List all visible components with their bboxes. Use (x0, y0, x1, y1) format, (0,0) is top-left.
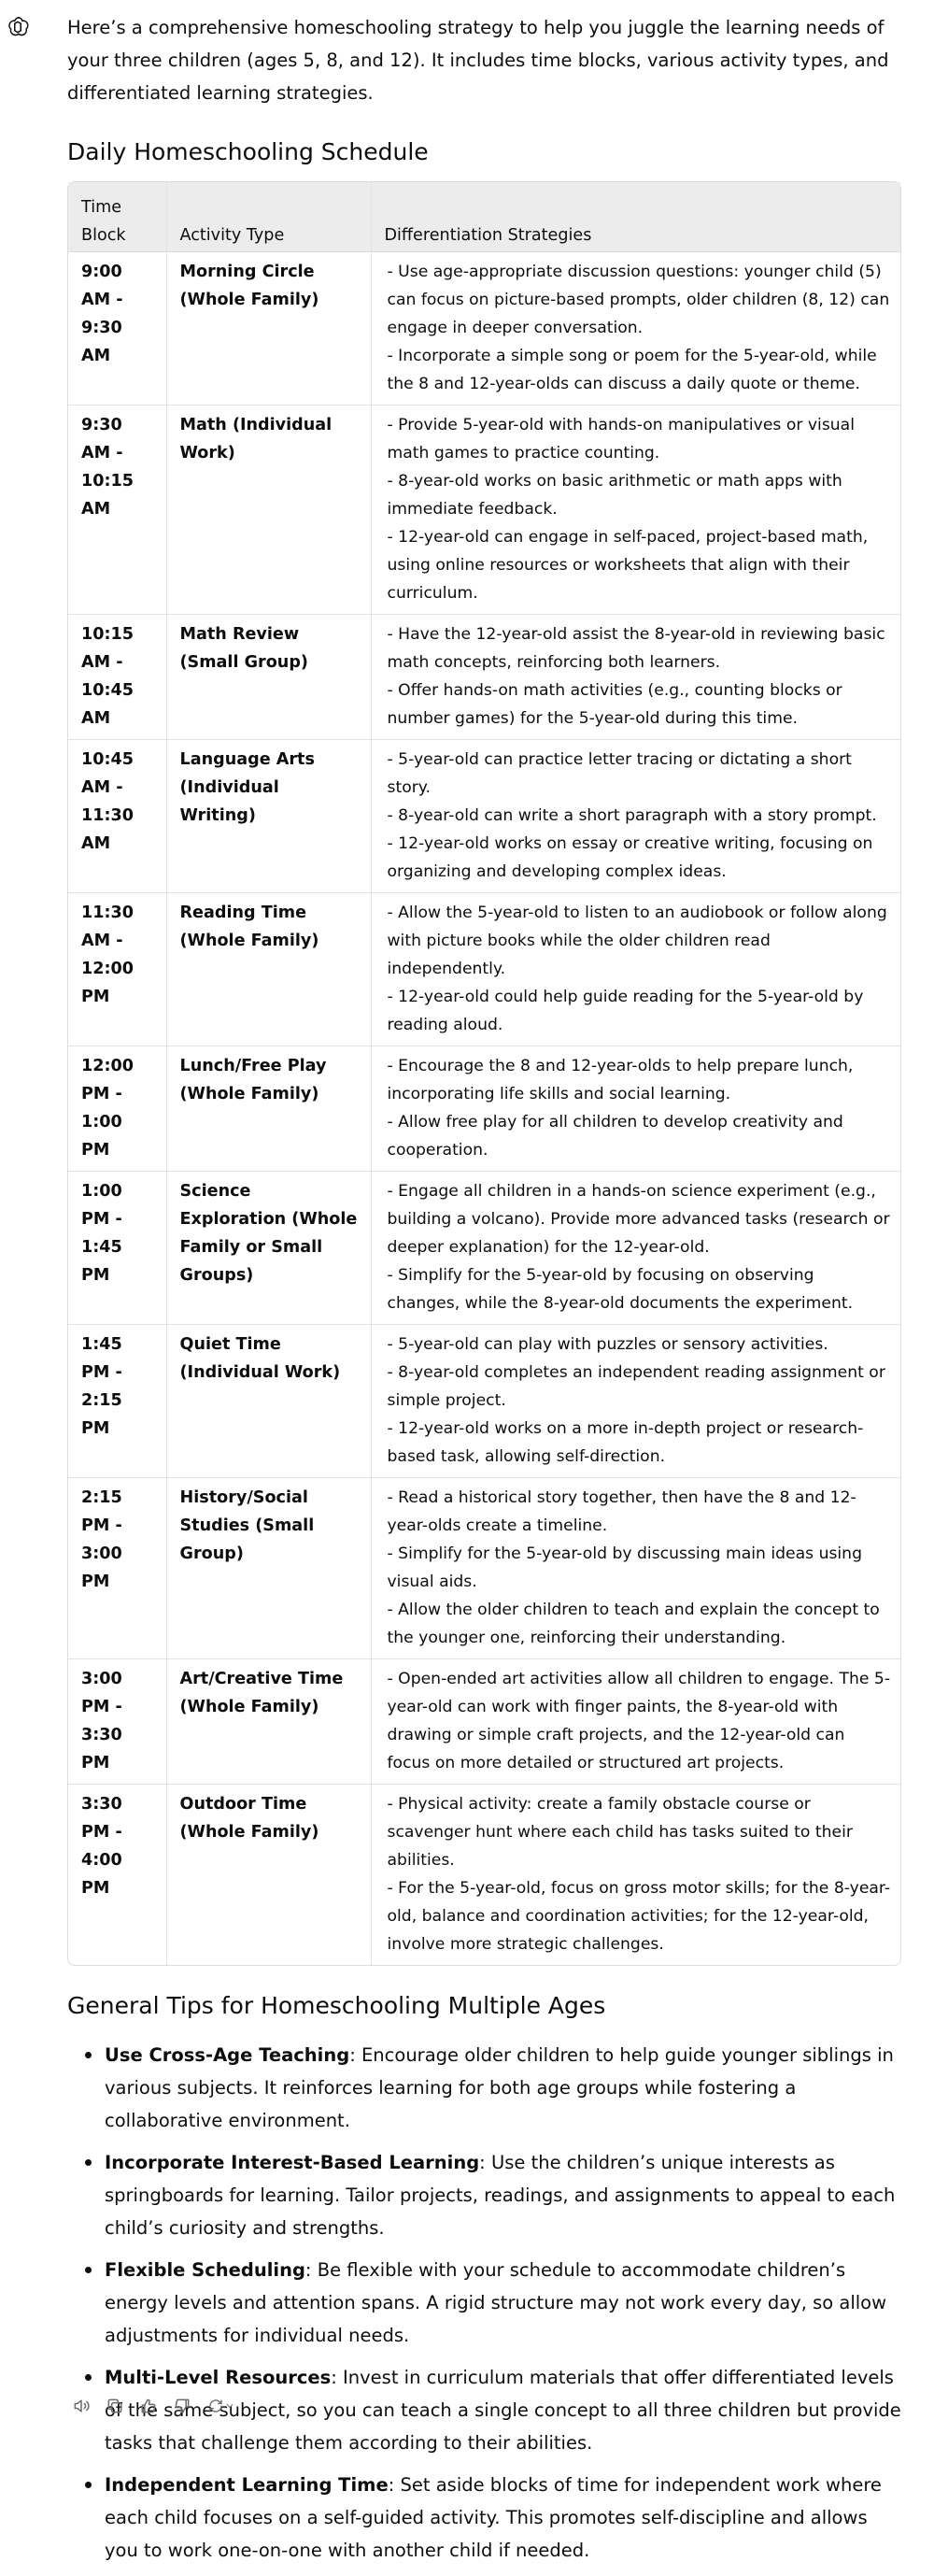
table-row (68, 1171, 900, 1324)
table-row (68, 1046, 900, 1171)
strategy-line: - Encourage the 8 and 12-year-olds to help prepare lunch, incorporating life skills and social learning. (387, 1056, 854, 1103)
tip-text: : Set aside blocks of time for independent work where each child focuses on a self-guided activity. This promotes self-discipline and allows you to work one-on-one with another child if needed. (105, 2473, 882, 2561)
strategy-line: - Allow the older children to teach and explain the concept to the younger one, reinforcing their understanding. (387, 1600, 880, 1647)
strategy-line: - Have the 12-year-old assist the 8-year-old in reviewing basic math concepts, reinforcing both learners. (387, 624, 885, 672)
time-block-cell: 10:45 AM - 11:30 AM (68, 739, 166, 892)
schedule-heading: Daily Homeschooling Schedule (67, 138, 429, 165)
table-row (68, 1658, 900, 1784)
tip-text: : Be flexible with your schedule to accommodate children’s energy levels and attention spans. A rigid structure may not work every day, so allow adjustments for individual needs. (105, 2258, 887, 2346)
time-block-cell: 1:45 PM - 2:15 PM (68, 1324, 166, 1477)
table-row (68, 892, 900, 1046)
time-block-cell: 12:00 PM - 1:00 PM (68, 1046, 166, 1171)
strategy-line: - For the 5-year-old, focus on gross motor skills; for the 8-year-old, balance and coordination activities; for the 12-year-old, involve more strategic challenges. (387, 1878, 891, 1954)
activity-type-cell: Math Review (Small Group) (166, 614, 371, 739)
header-differentiation: Differentiation Strategies (371, 182, 900, 251)
tip-text: : Encourage older children to help guide younger siblings in various subjects. It reinforces learning for both age groups while fostering a collaborative environment. (105, 2043, 894, 2131)
time-block-cell: 3:00 PM - 3:30 PM (68, 1658, 166, 1784)
assistant-message (67, 0, 901, 2576)
tips-list (67, 2039, 901, 2567)
thumbs-down-icon (173, 2397, 191, 2415)
strategy-line: - Simplify for the 5-year-old by focusing on observing changes, while the 8-year-old documents the experiment. (387, 1265, 854, 1313)
strategy-line: - 12-year-old works on a more in-depth project or research-based task, allowing self-direction. (387, 1418, 864, 1466)
table-row (68, 405, 900, 614)
tip-text: : Use the children’s unique interests as springboards for learning. Tailor projects, readings, and assignments to appeal to each child’s curiosity and strengths. (105, 2151, 896, 2239)
copy-icon (106, 2397, 124, 2415)
thumbs-up-button[interactable] (134, 2392, 163, 2420)
header-activity-type: Activity Type (166, 182, 371, 251)
strategy-line: - Provide 5-year-old with hands-on manipulatives or visual math games to practice counting. (387, 415, 855, 463)
tip-label: Use Cross-Age Teaching (105, 2043, 350, 2066)
activity-type-cell: History/Social Studies (Small Group) (166, 1477, 371, 1658)
differentiation-cell (371, 1046, 900, 1171)
strategy-line: - Read a historical story together, then have the 8 and 12-year-olds create a timeline. (387, 1487, 856, 1535)
list-item (105, 2039, 901, 2137)
tip-label: Multi-Level Resources (105, 2366, 332, 2388)
activity-type-cell: Language Arts (Individual Writing) (166, 739, 371, 892)
activity-type-cell: Reading Time (Whole Family) (166, 892, 371, 1046)
thumbs-up-icon (139, 2397, 158, 2415)
table-header-row (68, 182, 900, 251)
table-row (68, 614, 900, 739)
tip-label: Incorporate Interest-Based Learning (105, 2151, 480, 2173)
differentiation-cell (371, 1477, 900, 1658)
strategy-line: - Incorporate a simple song or poem for the 5-year-old, while the 8 and 12-year-olds can discuss a daily quote or theme. (387, 346, 877, 393)
strategy-line: - 8-year-old works on basic arithmetic or math apps with immediate feedback. (387, 471, 842, 519)
time-block-cell: 10:15 AM - 10:45 AM (68, 614, 166, 739)
time-block-cell: 2:15 PM - 3:00 PM (68, 1477, 166, 1658)
activity-type-cell: Outdoor Time (Whole Family) (166, 1784, 371, 1965)
chevron-down-icon (224, 2400, 235, 2412)
strategy-line: - 5-year-old can practice letter tracing or dictating a short story. (387, 749, 852, 797)
list-item (105, 2254, 901, 2352)
regenerate-button[interactable] (202, 2392, 241, 2420)
strategy-line: - Use age-appropriate discussion questions: younger child (5) can focus on picture-based prompts, older children (8, 12) can engage in deeper conversation. (387, 262, 890, 337)
activity-type-cell: Math (Individual Work) (166, 405, 371, 614)
strategy-line: - Open-ended art activities allow all children to engage. The 5-year-old can work with finger paints, the 8-year-old with drawing or simple craft projects, and the 12-year-old can focus on more detailed or structured art projects. (387, 1669, 891, 1772)
time-block-cell: 11:30 AM - 12:00 PM (68, 892, 166, 1046)
assistant-avatar-icon (6, 15, 30, 39)
read-aloud-button[interactable] (67, 2392, 95, 2420)
differentiation-cell (371, 614, 900, 739)
differentiation-cell (371, 739, 900, 892)
time-block-cell: 9:30 AM - 10:15 AM (68, 405, 166, 614)
table-row (68, 1477, 900, 1658)
differentiation-cell (371, 405, 900, 614)
read-aloud-icon (72, 2397, 91, 2415)
tip-label: Flexible Scheduling (105, 2258, 305, 2281)
thumbs-down-button[interactable] (168, 2392, 196, 2420)
activity-type-cell: Science Exploration (Whole Family or Small Groups) (166, 1171, 371, 1324)
strategy-line: - 5-year-old can play with puzzles or sensory activities. (387, 1334, 828, 1354)
time-block-cell: 1:00 PM - 1:45 PM (68, 1171, 166, 1324)
tip-label: Independent Learning Time (105, 2473, 389, 2496)
header-time-block: Time Block (68, 182, 166, 251)
differentiation-cell (371, 251, 900, 405)
table-row (68, 739, 900, 892)
table-row (68, 1784, 900, 1965)
differentiation-cell (371, 1171, 900, 1324)
strategy-line: - 8-year-old can write a short paragraph with a story prompt. (387, 805, 877, 825)
activity-type-cell: Morning Circle (Whole Family) (166, 251, 371, 405)
tips-heading: General Tips for Homeschooling Multiple Ages (67, 1991, 606, 2019)
strategy-line: - 8-year-old completes an independent reading assignment or simple project. (387, 1362, 885, 1410)
list-item (105, 2146, 901, 2244)
time-block-cell: 3:30 PM - 4:00 PM (68, 1784, 166, 1965)
strategy-line: - Simplify for the 5-year-old by discussing main ideas using visual aids. (387, 1544, 862, 1591)
strategy-line: - Physical activity: create a family obstacle course or scavenger hunt where each child has tasks suited to their abilities. (387, 1794, 853, 1870)
activity-type-cell: Art/Creative Time (Whole Family) (166, 1658, 371, 1784)
message-actions (67, 2392, 241, 2420)
strategy-line: - Allow the 5-year-old to listen to an audiobook or follow along with picture books while the older children read independently. (387, 903, 887, 978)
table-row (68, 251, 900, 405)
activity-type-cell: Quiet Time (Individual Work) (166, 1324, 371, 1477)
strategy-line: - 12-year-old could help guide reading for the 5-year-old by reading aloud. (387, 987, 864, 1034)
regenerate-icon (207, 2398, 224, 2414)
differentiation-cell (371, 1658, 900, 1784)
activity-type-cell: Lunch/Free Play (Whole Family) (166, 1046, 371, 1171)
schedule-table (67, 181, 901, 1966)
strategy-line: - Offer hands-on math activities (e.g., counting blocks or number games) for the 5-year-old during this time. (387, 680, 842, 728)
differentiation-cell (371, 1324, 900, 1477)
table-row (68, 1324, 900, 1477)
time-block-cell: 9:00 AM - 9:30 AM (68, 251, 166, 405)
strategy-line: - 12-year-old works on essay or creative writing, focusing on organizing and developing complex ideas. (387, 833, 873, 881)
intro-paragraph: Here’s a comprehensive homeschooling strategy to help you juggle the learning needs of your three children (ages 5, 8, and 12). It includes time blocks, various activity types, and differentiated learning strategies. (67, 17, 889, 104)
strategy-line: - Engage all children in a hands-on science experiment (e.g., building a volcano). Provide more advanced tasks (research or deeper explanation) for the 12-year-old. (387, 1181, 890, 1257)
differentiation-cell (371, 1784, 900, 1965)
list-item (105, 2469, 901, 2567)
strategy-line: - 12-year-old can engage in self-paced, project-based math, using online resources or worksheets that align with their curriculum. (387, 527, 869, 603)
differentiation-cell (371, 892, 900, 1046)
tip-text: : Invest in curriculum materials that offer differentiated levels of the same subject, so you can teach a single concept to all three children but provide tasks that challenge them according to their abilities. (105, 2366, 901, 2454)
copy-button[interactable] (101, 2392, 129, 2420)
strategy-line: - Allow free play for all children to develop creativity and cooperation. (387, 1112, 843, 1160)
